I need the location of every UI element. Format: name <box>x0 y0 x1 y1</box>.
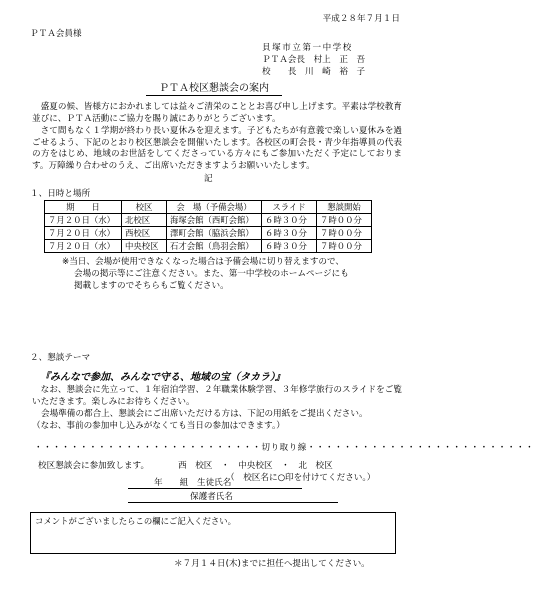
cell-date: ７月２０日（水） <box>45 227 122 240</box>
cell-venue: 石才会館（鳥羽会館） <box>167 240 262 253</box>
table-row <box>45 240 372 253</box>
sender-pta-president: ＰＴＡ会長 村上 正 吾 <box>262 55 366 65</box>
district-options[interactable]: 西 校区 ・ 中央校区 ・ 北 校区 <box>178 461 333 471</box>
deadline-note: ＊７月１４日(木)までに担任へ提出してください。 <box>174 559 370 569</box>
cell-district: 中央校区 <box>122 240 167 253</box>
sender-principal: 校 長 川 崎 裕 子 <box>262 67 366 77</box>
venue-note-line1: ※当日、会場が使用できなくなった場合は予備会場に切り替えますので、 <box>62 257 345 267</box>
cell-venue: 海塚会館（西町会館） <box>167 214 262 227</box>
cell-district: 西校区 <box>122 227 167 240</box>
sender-school: 貝塚市立第一中学校 <box>262 43 353 53</box>
cell-start: ７時００分 <box>317 240 372 253</box>
venue-note-line2: 会場の掲示等にご注意ください。また、第一中学校のホームページにも <box>74 269 349 279</box>
cell-date: ７月２０日（水） <box>45 214 122 227</box>
page-title: ＰＴＡ校区懇談会の案内 <box>146 82 282 96</box>
comment-prompt: コメントがございましたらこの欄にご記入ください。 <box>35 516 236 526</box>
section2-heading: ２、懇談テーマ <box>30 353 91 363</box>
section1-heading: １、日時と場所 <box>30 189 91 199</box>
cell-venue: 澤町会館（脇浜会館） <box>167 227 262 240</box>
circle-instruction: （ 校区名に○印を付けてください。） <box>226 473 376 483</box>
cell-slide: ６時３０分 <box>262 227 317 240</box>
col-header-slide: スライド <box>262 201 317 214</box>
cell-slide: ６時３０分 <box>262 240 317 253</box>
cell-district: 北校区 <box>122 214 167 227</box>
venue-note-line3: 掲載しますのでそちらもご覧ください。 <box>74 281 229 291</box>
cell-date: ７月２０日（水） <box>45 240 122 253</box>
ki-marker: 記 <box>204 174 213 184</box>
walk-in-note: （なお、事前の参加申し込みがなくても当日の参加はできます。） <box>32 421 285 431</box>
col-header-start: 懇談開始 <box>317 201 372 214</box>
document-date: 平成２８年７月１日 <box>322 14 400 24</box>
comment-box[interactable] <box>30 512 396 554</box>
col-header-venue: 会 場（予備会場） <box>167 201 262 214</box>
cut-line: ・・・・・・・・・・・・・・・・・・・・・・・・・切り取り線・・・・・・・・・・・・・・・・・・・・・・・・・ <box>34 443 534 453</box>
greeting-paragraph: 盛夏の候、皆様方におかれましては益々ご清栄のこととお喜び申し上げます。平素は学校教育並びに、ＰＴＡ活動にご協力を賜り誠にありがとうございます。 <box>32 102 402 124</box>
table-row <box>45 227 372 240</box>
table-row <box>45 214 372 227</box>
attend-label: 校区懇談会に参加致します。 <box>38 461 150 471</box>
recipient-line: ＰＴＡ会員様 <box>30 29 82 39</box>
invitation-paragraph: さて間もなく１学期が終わり長い夏休みを迎えます。子どもたちが有意義で楽しい夏休みを過ごせるよう、下記のとおり校区懇談会を開催いたします。各校区の町会長・青少年指導員の代表の方をはじめ、地域のお世話をしてくださっている方々にもご参加いただく予定にしております。万障繰り合わせのうえ、ご出席いただきますようお願いいたします。 <box>32 126 402 171</box>
discussion-theme: 『みんなで参加、みんなで守る、地域の宝（タカラ）』 <box>40 372 285 383</box>
student-name-field[interactable]: 年 組 生徒氏名 <box>128 478 302 489</box>
cell-start: ７時００分 <box>317 227 372 240</box>
table-header-row <box>45 201 372 214</box>
col-header-date: 期 日 <box>45 201 122 214</box>
submission-paragraph: 会場準備の都合上、懇談会にご出席いただける方は、下記の用紙をご提出ください。 <box>41 409 368 419</box>
cell-start: ７時００分 <box>317 214 372 227</box>
schedule-table <box>44 200 372 253</box>
cell-slide: ６時３０分 <box>262 214 317 227</box>
col-header-district: 校区 <box>122 201 167 214</box>
slide-paragraph: なお、懇談会に先立って、１年宿泊学習、２年職業体験学習、３年修学旅行のスライドをご覧いただきます。楽しみにお待ちください。 <box>32 385 402 407</box>
guardian-name-field[interactable]: 保護者氏名 <box>128 492 338 503</box>
